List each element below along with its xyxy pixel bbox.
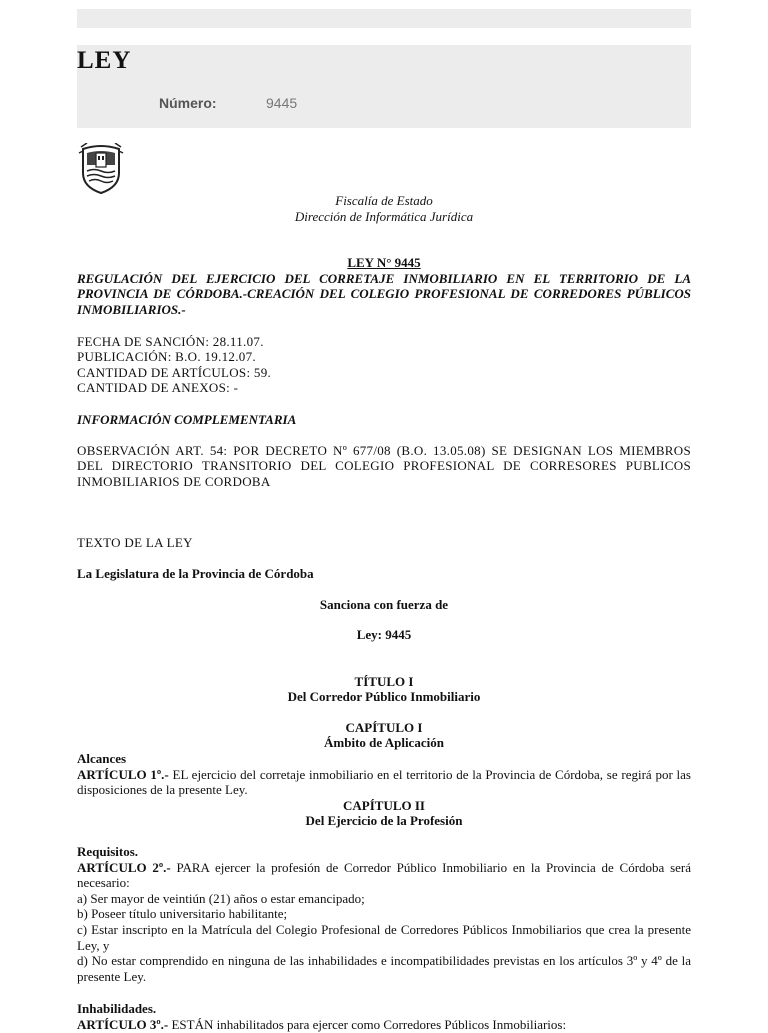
law-heading: LEY N° 9445 — [347, 255, 421, 271]
section-heading-alcances: Alcances — [77, 751, 127, 767]
law-header — [77, 45, 691, 128]
law-metadata — [77, 334, 691, 396]
article-text: EL ejercicio del corretaje inmobiliario en el territorio de la Provincia de Córdoba, se regirá por las disposiciones de la presente Ley. — [77, 766, 691, 798]
article-text: ESTÁN inhabilitados para ejercer como Corredores Públicos Inmobiliarios: — [168, 1016, 567, 1032]
title-name: Del Corredor Público Inmobiliario — [287, 689, 481, 705]
observation: OBSERVACIÓN ART. 54: POR DECRETO Nº 677/08 (B.O. 13.05.08) SE DESIGNAN LOS MIEMBROS DEL DIRECTORIO TRANSITORIO DEL COLEGIO PROFESIONAL DE CORRESORES PUBLICOS INMOBILIARIOS DE CORDOBA — [77, 442, 691, 489]
title-heading: TÍTULO I — [354, 673, 414, 689]
info-heading: INFORMACIÓN COMPLEMENTARIA — [77, 411, 297, 427]
article-1 — [77, 767, 691, 798]
list-item: c) Estar inscripto en la Matrícula del Colegio Profesional de Corredores Públicos Inmobiliarios que crea la presente Ley, y — [77, 922, 691, 953]
article-2 — [77, 860, 691, 891]
number-label: Número: — [159, 95, 217, 111]
document-body — [77, 193, 691, 1033]
list-item: b) Poseer título universitario habilitante; — [77, 906, 288, 922]
chapter-name: Ámbito de Aplicación — [324, 735, 444, 751]
law-number-line: Ley: 9445 — [356, 627, 412, 643]
article-label: ARTÍCULO 3º.- — [77, 1016, 169, 1032]
coat-of-arms-icon — [77, 143, 125, 195]
law-text-heading: TEXTO DE LA LEY — [77, 535, 193, 551]
org-name: Fiscalía de Estado — [335, 193, 433, 208]
article-count: CANTIDAD DE ARTÍCULOS: 59. — [77, 364, 272, 380]
org-department: Dirección de Informática Jurídica — [294, 208, 474, 224]
annex-count: CANTIDAD DE ANEXOS: - — [77, 380, 239, 396]
law-subject: REGULACIÓN DEL EJERCICIO DEL CORRETAJE INMOBILIARIO EN EL TERRITORIO DE LA PROVINCIA DE CÓRDOBA.-CREACIÓN DEL COLEGIO PROFESIONAL DE CORREDORES PÚBLICOS INMOBILIARIOS.- — [77, 270, 691, 317]
article-3 — [77, 1017, 691, 1033]
chapter-heading: CAPÍTULO I — [345, 719, 423, 735]
chapter-heading: CAPÍTULO II — [343, 797, 425, 813]
enactment-line: Sanciona con fuerza de — [319, 596, 449, 612]
list-item: a) Ser mayor de veintiún (21) años o estar emancipado; — [77, 890, 365, 906]
publication-date: PUBLICACIÓN: B.O. 19.12.07. — [77, 349, 256, 365]
article-text: PARA ejercer la profesión de Corredor Público Inmobiliario en la Provincia de Córdoba será necesario: — [77, 859, 691, 891]
law-title: LEY — [77, 47, 132, 74]
section-heading-inhabilidades: Inhabilidades. — [77, 1001, 157, 1017]
list-item: d) No estar comprendido en ninguna de las inhabilidades e incompatibilidades previstas en los artículos 3º y 4º de la presente Ley. — [77, 953, 691, 984]
top-bar — [77, 9, 691, 28]
article-label: ARTÍCULO 1º.- — [77, 766, 169, 782]
chapter-name: Del Ejercicio de la Profesión — [305, 813, 463, 829]
number-value: 9445 — [266, 95, 298, 111]
section-heading-requisitos: Requisitos. — [77, 844, 139, 860]
article-label: ARTÍCULO 2º.- — [77, 859, 171, 875]
sanction-date: FECHA DE SANCIÓN: 28.11.07. — [77, 333, 264, 349]
legislature-line: La Legislatura de la Provincia de Córdoba — [77, 565, 314, 581]
